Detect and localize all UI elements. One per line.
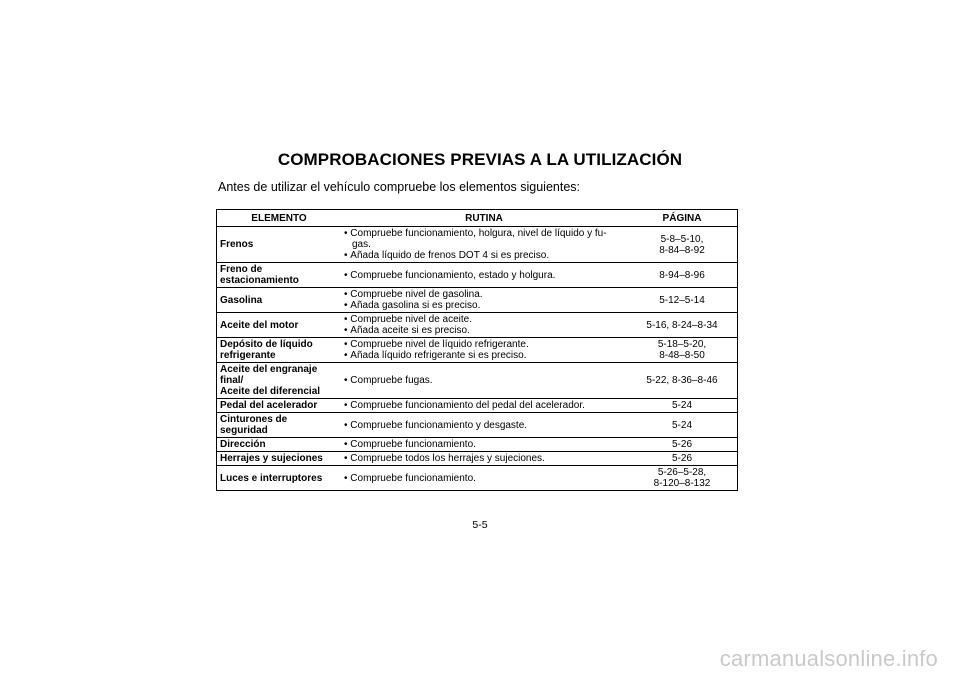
row-element: Gasolina [217,288,342,313]
row-page: 5-16, 8-24–8-34 [627,313,738,338]
row-element: Depósito de líquido refrigerante [217,338,342,363]
row-routine [341,363,627,399]
row-page: 5-18–5-20, 8-48–8-50 [627,338,738,363]
row-page: 5-26 [627,452,738,466]
page-number: 5-5 [472,519,488,531]
row-page: 5-26 [627,438,738,452]
header-routine: RUTINA [341,210,627,227]
routine-item: • Compruebe funcionamiento. [344,439,624,450]
row-page: 5-22, 8-36–8-46 [627,363,738,399]
row-page: 8-94–8-96 [627,263,738,288]
page-title: COMPROBACIONES PREVIAS A LA UTILIZACIÓN [277,150,683,169]
routine-item: • Compruebe nivel de líquido refrigerante. [344,339,624,350]
table-row [217,452,738,466]
table-row [217,438,738,452]
row-page: 5-24 [627,399,738,413]
routine-item: • Compruebe nivel de gasolina. [344,289,624,300]
table-row [217,288,738,313]
table-row [217,363,738,399]
routine-item: • Añada líquido refrigerante si es preciso. [344,350,624,361]
row-routine [341,466,627,491]
table-row [217,227,738,263]
table-row [217,399,738,413]
row-page: 5-8–5-10, 8-84–8-92 [627,227,738,263]
row-element: Frenos [217,227,342,263]
row-routine [341,288,627,313]
routine-item: • Compruebe funcionamiento y desgaste. [344,420,624,431]
header-page: PÁGINA [627,210,738,227]
row-element: Aceite del motor [217,313,342,338]
row-element: Freno de estacionamiento [217,263,342,288]
routine-item: • Compruebe funcionamiento del pedal del acelerador. [344,400,624,411]
row-routine [341,313,627,338]
table-header-row [217,210,738,227]
header-element: ELEMENTO [217,210,342,227]
row-routine [341,227,627,263]
row-routine [341,399,627,413]
watermark: carmanualsonline.info [719,646,938,671]
routine-item: • Añada gasolina si es preciso. [344,300,624,311]
row-routine [341,438,627,452]
row-routine [341,452,627,466]
row-page: 5-12–5-14 [627,288,738,313]
row-routine [341,338,627,363]
row-element: Pedal del acelerador [217,399,342,413]
table-body [217,227,738,491]
row-page: 5-26–5-28, 8-120–8-132 [627,466,738,491]
row-element: Aceite del engranaje final/ Aceite del diferencial [217,363,342,399]
routine-item: • Compruebe funcionamiento, estado y holgura. [344,270,624,281]
routine-item: • Añada aceite si es preciso. [344,325,624,336]
routine-item: • Añada líquido de frenos DOT 4 si es preciso. [344,250,624,261]
row-page: 5-24 [627,413,738,438]
routine-item: • Compruebe nivel de aceite. [344,314,624,325]
intro-text: Antes de utilizar el vehículo compruebe los elementos siguientes: [218,180,581,194]
row-routine [341,263,627,288]
table-row [217,313,738,338]
table-row [217,466,738,491]
row-element: Dirección [217,438,342,452]
routine-item: • Compruebe funcionamiento. [344,473,624,484]
row-element: Luces e interruptores [217,466,342,491]
routine-item: • Compruebe funcionamiento, holgura, nivel de líquido y fu-gas. [344,228,624,250]
pre-operation-checks-table [216,209,738,491]
routine-item: • Compruebe todos los herrajes y sujeciones. [344,453,624,464]
table-row [217,263,738,288]
row-routine [341,413,627,438]
routine-item: • Compruebe fugas. [344,375,624,386]
table-row [217,413,738,438]
table-row [217,338,738,363]
row-element: Cinturones de seguridad [217,413,342,438]
row-element: Herrajes y sujeciones [217,452,342,466]
